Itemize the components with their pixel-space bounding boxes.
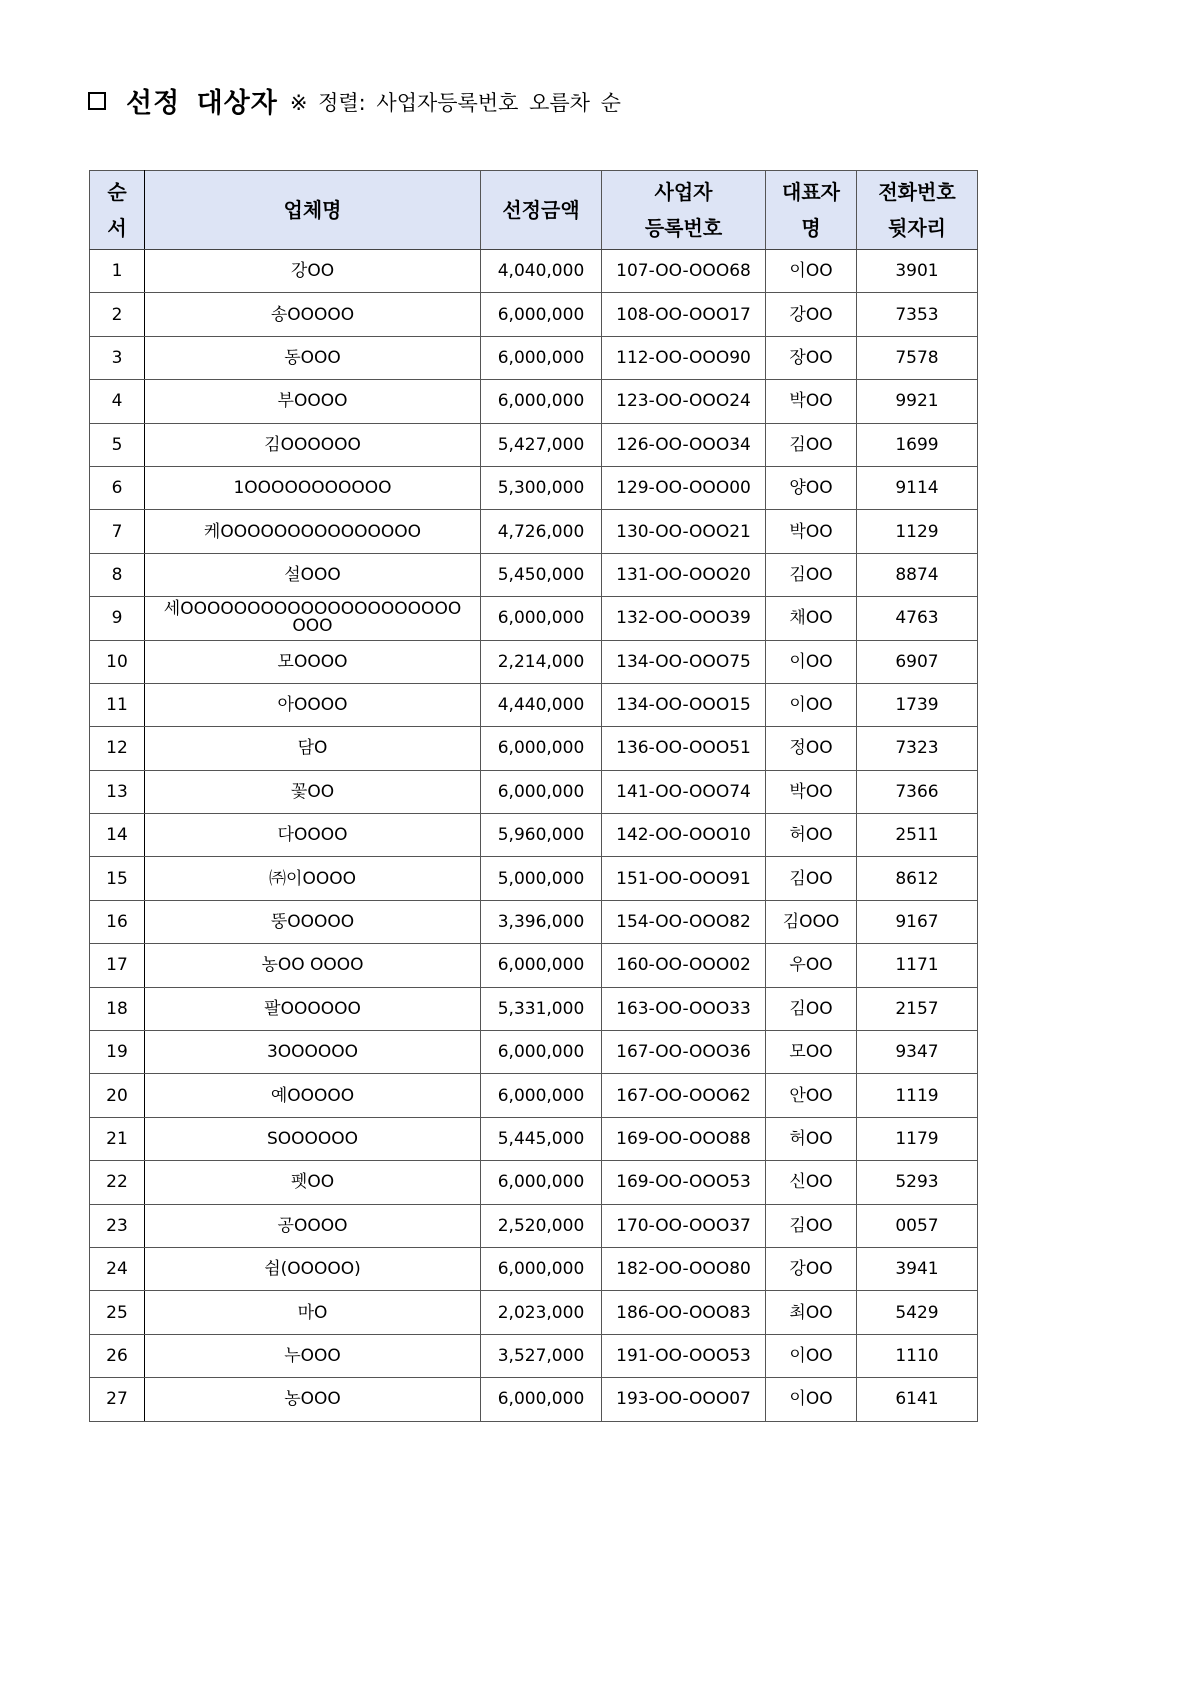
row-number: 8 [90, 553, 145, 596]
table-row [90, 1378, 978, 1421]
phone-last-digits: 9347 [857, 1031, 978, 1074]
sort-note: ※ 정렬: 사업자등록번호 오름차 순 [289, 90, 621, 115]
representative-name: 양OO [766, 466, 857, 509]
table-row [90, 466, 978, 509]
company-name: 3OOOOOO [145, 1031, 481, 1074]
selected-amount: 6,000,000 [481, 770, 602, 813]
phone-last-digits: 8612 [857, 857, 978, 900]
representative-name: 이OO [766, 683, 857, 726]
row-number: 3 [90, 336, 145, 379]
table-row [90, 640, 978, 683]
header-amount-label: 선정금액 [502, 198, 580, 222]
representative-name: 김OO [766, 553, 857, 596]
row-number: 27 [90, 1378, 145, 1421]
selected-amount: 6,000,000 [481, 597, 602, 640]
row-number: 12 [90, 727, 145, 770]
selected-amount: 4,440,000 [481, 683, 602, 726]
representative-name: 이OO [766, 1334, 857, 1377]
selected-amount: 3,527,000 [481, 1334, 602, 1377]
table-row [90, 1204, 978, 1247]
selected-amount: 5,960,000 [481, 814, 602, 857]
representative-name: 이OO [766, 250, 857, 293]
row-number: 17 [90, 944, 145, 987]
selected-amount: 4,040,000 [481, 250, 602, 293]
header-rep-line1: 대표자 [782, 180, 840, 204]
representative-name: 허OO [766, 1117, 857, 1160]
selected-amount: 6,000,000 [481, 336, 602, 379]
row-number: 25 [90, 1291, 145, 1334]
header-phone-line2: 뒷자리 [888, 216, 946, 240]
table-row [90, 553, 978, 596]
selected-companies-table [89, 170, 978, 1422]
company-name: 케OOOOOOOOOOOOOOO [145, 510, 481, 553]
phone-last-digits: 5429 [857, 1291, 978, 1334]
row-number: 22 [90, 1161, 145, 1204]
representative-name: 모OO [766, 1031, 857, 1074]
selected-amount: 2,023,000 [481, 1291, 602, 1334]
company-name: 팔OOOOOO [145, 987, 481, 1030]
row-number: 6 [90, 466, 145, 509]
selected-amount: 6,000,000 [481, 944, 602, 987]
phone-last-digits: 6141 [857, 1378, 978, 1421]
company-name: 뚱OOOOO [145, 900, 481, 943]
table-row [90, 727, 978, 770]
business-reg-number: 134-OO-OOO15 [602, 683, 766, 726]
row-number: 14 [90, 814, 145, 857]
business-reg-number: 141-OO-OOO74 [602, 770, 766, 813]
company-name: 모OOOO [145, 640, 481, 683]
row-number: 23 [90, 1204, 145, 1247]
business-reg-number: 126-OO-OOO34 [602, 423, 766, 466]
selected-amount: 5,300,000 [481, 466, 602, 509]
representative-name: 강OO [766, 293, 857, 336]
checkbox-square-icon [88, 92, 106, 110]
row-number: 19 [90, 1031, 145, 1074]
row-number: 18 [90, 987, 145, 1030]
header-amount [481, 171, 602, 250]
header-representative [766, 171, 857, 250]
business-reg-number: 130-OO-OOO21 [602, 510, 766, 553]
phone-last-digits: 1179 [857, 1117, 978, 1160]
phone-last-digits: 3901 [857, 250, 978, 293]
representative-name: 김OO [766, 857, 857, 900]
business-reg-number: 132-OO-OOO39 [602, 597, 766, 640]
table-row [90, 1074, 978, 1117]
row-number: 26 [90, 1334, 145, 1377]
representative-name: 강OO [766, 1247, 857, 1290]
selected-amount: 6,000,000 [481, 293, 602, 336]
representative-name: 박OO [766, 510, 857, 553]
representative-name: 김OOO [766, 900, 857, 943]
phone-last-digits: 0057 [857, 1204, 978, 1247]
table-row [90, 423, 978, 466]
business-reg-number: 169-OO-OOO53 [602, 1161, 766, 1204]
business-reg-number: 136-OO-OOO51 [602, 727, 766, 770]
section-title: 선정 대상자 [126, 87, 278, 119]
selected-amount: 5,445,000 [481, 1117, 602, 1160]
selected-amount: 6,000,000 [481, 727, 602, 770]
header-company-label: 업체명 [283, 198, 342, 222]
business-reg-number: 131-OO-OOO20 [602, 553, 766, 596]
representative-name: 안OO [766, 1074, 857, 1117]
company-name: 1OOOOOOOOOOO [145, 466, 481, 509]
business-reg-number: 112-OO-OOO90 [602, 336, 766, 379]
company-name: SOOOOOO [145, 1117, 481, 1160]
company-name: 강OO [145, 250, 481, 293]
business-reg-number: 163-OO-OOO33 [602, 987, 766, 1030]
company-name: 동OOO [145, 336, 481, 379]
header-no-line1: 순 [107, 180, 127, 204]
representative-name: 박OO [766, 380, 857, 423]
selected-amount: 6,000,000 [481, 1031, 602, 1074]
company-name: 꽃OO [145, 770, 481, 813]
row-number: 24 [90, 1247, 145, 1290]
header-no [90, 171, 145, 250]
business-reg-number: 154-OO-OOO82 [602, 900, 766, 943]
business-reg-number: 170-OO-OOO37 [602, 1204, 766, 1247]
row-number: 5 [90, 423, 145, 466]
business-reg-number: 182-OO-OOO80 [602, 1247, 766, 1290]
representative-name: 장OO [766, 336, 857, 379]
phone-last-digits: 1739 [857, 683, 978, 726]
phone-last-digits: 1171 [857, 944, 978, 987]
business-reg-number: 193-OO-OOO07 [602, 1378, 766, 1421]
company-name: 농OO OOOO [145, 944, 481, 987]
selected-amount: 6,000,000 [481, 1247, 602, 1290]
company-name: 설OOO [145, 553, 481, 596]
row-number: 13 [90, 770, 145, 813]
representative-name: 허OO [766, 814, 857, 857]
phone-last-digits: 1129 [857, 510, 978, 553]
company-name: 예OOOOO [145, 1074, 481, 1117]
selected-amount: 5,450,000 [481, 553, 602, 596]
company-name: 농OOO [145, 1378, 481, 1421]
representative-name: 김OO [766, 1204, 857, 1247]
company-name: 누OOO [145, 1334, 481, 1377]
representative-name: 채OO [766, 597, 857, 640]
table-row [90, 683, 978, 726]
phone-last-digits: 7578 [857, 336, 978, 379]
company-name: 아OOOO [145, 683, 481, 726]
table-row [90, 293, 978, 336]
row-number: 9 [90, 597, 145, 640]
table-row [90, 944, 978, 987]
table-row [90, 1247, 978, 1290]
header-reg-no [602, 171, 766, 250]
business-reg-number: 151-OO-OOO91 [602, 857, 766, 900]
representative-name: 이OO [766, 640, 857, 683]
representative-name: 정OO [766, 727, 857, 770]
phone-last-digits: 9167 [857, 900, 978, 943]
selected-amount: 5,427,000 [481, 423, 602, 466]
table-row [90, 510, 978, 553]
phone-last-digits: 7366 [857, 770, 978, 813]
representative-name: 김OO [766, 987, 857, 1030]
business-reg-number: 167-OO-OOO62 [602, 1074, 766, 1117]
business-reg-number: 108-OO-OOO17 [602, 293, 766, 336]
representative-name: 이OO [766, 1378, 857, 1421]
company-name: 담O [145, 727, 481, 770]
phone-last-digits: 1110 [857, 1334, 978, 1377]
table-row [90, 857, 978, 900]
phone-last-digits: 7353 [857, 293, 978, 336]
table-row [90, 814, 978, 857]
company-name: 다OOOO [145, 814, 481, 857]
phone-last-digits: 6907 [857, 640, 978, 683]
table-header-row [90, 171, 978, 250]
business-reg-number: 134-OO-OOO75 [602, 640, 766, 683]
business-reg-number: 169-OO-OOO88 [602, 1117, 766, 1160]
row-number: 20 [90, 1074, 145, 1117]
table-row [90, 987, 978, 1030]
table-row [90, 900, 978, 943]
phone-last-digits: 1119 [857, 1074, 978, 1117]
business-reg-number: 160-OO-OOO02 [602, 944, 766, 987]
table-row [90, 1117, 978, 1160]
row-number: 1 [90, 250, 145, 293]
table-row [90, 1291, 978, 1334]
phone-last-digits: 3941 [857, 1247, 978, 1290]
table-row [90, 380, 978, 423]
business-reg-number: 191-OO-OOO53 [602, 1334, 766, 1377]
header-company [145, 171, 481, 250]
header-phone-line1: 전화번호 [878, 180, 956, 204]
row-number: 15 [90, 857, 145, 900]
company-name: 김OOOOOO [145, 423, 481, 466]
business-reg-number: 167-OO-OOO36 [602, 1031, 766, 1074]
phone-last-digits: 9114 [857, 466, 978, 509]
phone-last-digits: 8874 [857, 553, 978, 596]
selected-amount: 6,000,000 [481, 1161, 602, 1204]
company-name: 쉼(OOOOO) [145, 1247, 481, 1290]
table-row [90, 597, 978, 640]
representative-name: 신OO [766, 1161, 857, 1204]
table-row [90, 1031, 978, 1074]
selected-amount: 4,726,000 [481, 510, 602, 553]
business-reg-number: 129-OO-OOO00 [602, 466, 766, 509]
table-row [90, 336, 978, 379]
header-no-line2: 서 [107, 216, 127, 240]
company-name: 공OOOO [145, 1204, 481, 1247]
selected-amount: 6,000,000 [481, 1074, 602, 1117]
business-reg-number: 186-OO-OOO83 [602, 1291, 766, 1334]
phone-last-digits: 4763 [857, 597, 978, 640]
table-row [90, 1334, 978, 1377]
phone-last-digits: 7323 [857, 727, 978, 770]
phone-last-digits: 9921 [857, 380, 978, 423]
company-name: ㈜이OOOO [145, 857, 481, 900]
business-reg-number: 123-OO-OOO24 [602, 380, 766, 423]
selected-amount: 5,331,000 [481, 987, 602, 1030]
selected-amount: 2,520,000 [481, 1204, 602, 1247]
company-name: 세OOOOOOOOOOOOOOOOOOOOOOOO [145, 597, 481, 640]
selected-amount: 6,000,000 [481, 1378, 602, 1421]
header-reg-line2: 등록번호 [644, 216, 723, 240]
header-phone [857, 171, 978, 250]
section-heading [88, 80, 621, 120]
representative-name: 김OO [766, 423, 857, 466]
row-number: 11 [90, 683, 145, 726]
representative-name: 박OO [766, 770, 857, 813]
phone-last-digits: 5293 [857, 1161, 978, 1204]
representative-name: 최OO [766, 1291, 857, 1334]
company-name: 마O [145, 1291, 481, 1334]
table-row [90, 1161, 978, 1204]
selected-amount: 5,000,000 [481, 857, 602, 900]
row-number: 21 [90, 1117, 145, 1160]
business-reg-number: 142-OO-OOO10 [602, 814, 766, 857]
header-rep-line2: 명 [801, 216, 821, 240]
company-name: 송OOOOO [145, 293, 481, 336]
table-row [90, 250, 978, 293]
selected-amount: 3,396,000 [481, 900, 602, 943]
company-name: 부OOOO [145, 380, 481, 423]
phone-last-digits: 1699 [857, 423, 978, 466]
header-reg-line1: 사업자 [654, 180, 713, 204]
row-number: 16 [90, 900, 145, 943]
row-number: 7 [90, 510, 145, 553]
representative-name: 우OO [766, 944, 857, 987]
selected-amount: 2,214,000 [481, 640, 602, 683]
row-number: 10 [90, 640, 145, 683]
selected-amount: 6,000,000 [481, 380, 602, 423]
phone-last-digits: 2157 [857, 987, 978, 1030]
row-number: 4 [90, 380, 145, 423]
row-number: 2 [90, 293, 145, 336]
business-reg-number: 107-OO-OOO68 [602, 250, 766, 293]
company-name: 펫OO [145, 1161, 481, 1204]
phone-last-digits: 2511 [857, 814, 978, 857]
table-row [90, 770, 978, 813]
